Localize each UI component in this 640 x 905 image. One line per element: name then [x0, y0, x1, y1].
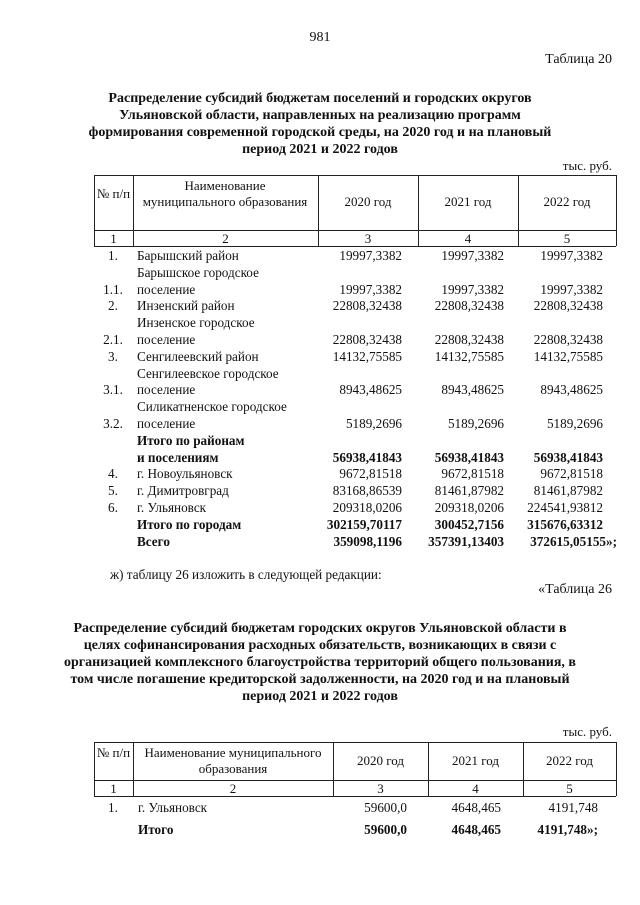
row-number: 5. [108, 483, 118, 499]
row-name: Итого [138, 822, 174, 837]
row-number: 3.2. [103, 416, 123, 431]
page-number: 981 [309, 30, 331, 45]
row-name: Итого по районам [137, 432, 245, 448]
row-name: Сенгилеевское городское [137, 365, 279, 381]
col-header-2020: 2020 год [344, 194, 392, 209]
col-number: 1 [110, 781, 117, 796]
row-value-2022: 19997,3382 [540, 281, 603, 297]
row-name: г. Ульяновск [138, 800, 208, 815]
col-header-num: № п/п [96, 745, 131, 760]
col-header-num: № п/п [96, 186, 131, 201]
row-value-2022: 224541,93812 [527, 500, 603, 515]
row-value-2020: 22808,32438 [332, 332, 402, 347]
col-number: 2 [229, 781, 237, 796]
table-20-unit: тыс. руб. [562, 158, 612, 173]
row-value-2020: 9672,81518 [339, 466, 402, 482]
col-header-2021: 2021 год [444, 194, 492, 209]
row-name: Барышское городское [137, 264, 259, 280]
row-value-2021: 300452,7156 [434, 516, 504, 532]
row-value-2022: 4191,748»; [537, 822, 598, 837]
col-header-2021: 2021 год [452, 753, 499, 768]
row-value-2022: 315676,63312 [527, 516, 603, 532]
row-number: 3.1. [103, 382, 123, 398]
col-number: 2 [222, 231, 229, 246]
col-header-name: Наименование муниципального образования [142, 178, 308, 209]
row-number: 1.1. [103, 281, 123, 297]
row-value-2020: 302159,70117 [326, 516, 402, 532]
row-name: поселение [137, 332, 196, 347]
row-name: Итого по городам [137, 516, 242, 532]
row-value-2021: 56938,41843 [434, 449, 504, 465]
row-value-2020: 209318,0206 [332, 500, 402, 515]
row-value-2022: 56938,41843 [533, 449, 603, 465]
row-value-2021: 209318,0206 [434, 500, 504, 515]
row-value-2021: 357391,13403 [428, 533, 504, 549]
row-number: 2.1. [103, 332, 123, 347]
row-value-2020: 19997,3382 [339, 281, 402, 297]
row-name: Инзенское городское [137, 315, 255, 331]
table-20-title: Распределение субсидий бюджетам поселений и городских округов Ульяновской области, направленных на реализацию программ формирования современной городской среды, на 2020 год и на плановый период 2021 и 2022 годов [88, 91, 552, 157]
col-header-2022: 2022 год [543, 194, 591, 209]
row-value-2021: 4648,465 [451, 800, 501, 815]
row-value-2022: 5189,2696 [546, 416, 603, 431]
table-26-unit: тыс. руб. [562, 724, 612, 739]
row-number: 2. [108, 298, 118, 314]
row-value-2021: 14132,75585 [434, 348, 504, 364]
col-number: 5 [566, 781, 573, 796]
row-value-2021: 5189,2696 [447, 416, 504, 431]
row-value-2022: 22808,32438 [533, 298, 603, 314]
col-number: 4 [472, 781, 479, 796]
col-number: 1 [110, 231, 117, 246]
table-26-label: «Таблица 26 [538, 582, 612, 597]
row-name: поселение [137, 281, 196, 297]
row-value-2022: 81461,87982 [533, 483, 603, 499]
row-value-2021: 81461,87982 [434, 483, 504, 499]
row-value-2021: 22808,32438 [434, 298, 504, 314]
row-name: поселение [137, 382, 196, 398]
row-number: 1. [108, 800, 118, 815]
table-26-title: Распределение субсидий бюджетам городских округов Ульяновской области в целях софинансирования расходных обязательств, возникающих в связи с организацией комплексного благоустройства территорий общего пользования, в том числе погашение кредиторской задолженности, на 2020 год и на плановый период 2021 и 2022 годов [64, 621, 576, 704]
row-name: г. Новоульяновск [137, 466, 233, 482]
row-value-2022: 19997,3382 [540, 248, 603, 263]
row-value-2021: 19997,3382 [441, 248, 504, 263]
row-number: 4. [108, 466, 118, 482]
col-number: 5 [563, 231, 571, 246]
row-value-2022: 22808,32438 [533, 332, 603, 347]
row-name: Сенгилеевский район [137, 348, 259, 364]
instruction-text: ж) таблицу 26 изложить в следующей редакции: [110, 567, 382, 582]
col-header-2022: 2022 год [546, 753, 593, 768]
row-number: 1. [108, 248, 118, 263]
row-value-2020: 14132,75585 [332, 348, 402, 364]
row-value-2020: 8943,48625 [339, 382, 402, 398]
row-name: г. Ульяновск [137, 500, 207, 515]
row-value-2020: 59600,0 [364, 800, 407, 815]
col-number: 4 [464, 231, 472, 246]
row-name: Силикатненское городское [137, 399, 287, 415]
row-name: Инзенский район [137, 298, 235, 314]
row-value-2021: 4648,465 [451, 822, 501, 837]
row-value-2020: 19997,3382 [339, 248, 402, 263]
table-20-label: Таблица 20 [545, 52, 612, 67]
col-number: 3 [377, 781, 384, 796]
row-name: Барышский район [137, 248, 239, 263]
row-value-2020: 22808,32438 [332, 298, 402, 314]
row-name: Всего [137, 533, 170, 549]
row-value-2020: 56938,41843 [332, 449, 402, 465]
row-value-2022: 14132,75585 [533, 348, 603, 364]
col-header-2020: 2020 год [357, 753, 404, 768]
row-value-2020: 59600,0 [364, 822, 407, 837]
row-value-2021: 9672,81518 [441, 466, 504, 482]
row-value-2021: 19997,3382 [441, 281, 504, 297]
row-value-2022: 372615,05155»; [530, 533, 617, 549]
row-name: поселение [137, 416, 196, 431]
row-name: г. Димитровград [137, 483, 229, 499]
row-value-2021: 22808,32438 [434, 332, 504, 347]
row-number: 6. [108, 500, 118, 515]
row-name: и поселениям [137, 449, 219, 465]
row-value-2022: 9672,81518 [540, 466, 603, 482]
row-number: 3. [108, 348, 118, 364]
row-value-2020: 83168,86539 [332, 483, 402, 499]
row-value-2020: 359098,1196 [333, 533, 402, 549]
col-number: 3 [364, 231, 372, 246]
row-value-2022: 8943,48625 [540, 382, 603, 398]
row-value-2022: 4191,748 [548, 800, 598, 815]
row-value-2020: 5189,2696 [345, 416, 402, 431]
row-value-2021: 8943,48625 [441, 382, 504, 398]
col-header-name: Наименование муниципального образования [144, 745, 322, 776]
